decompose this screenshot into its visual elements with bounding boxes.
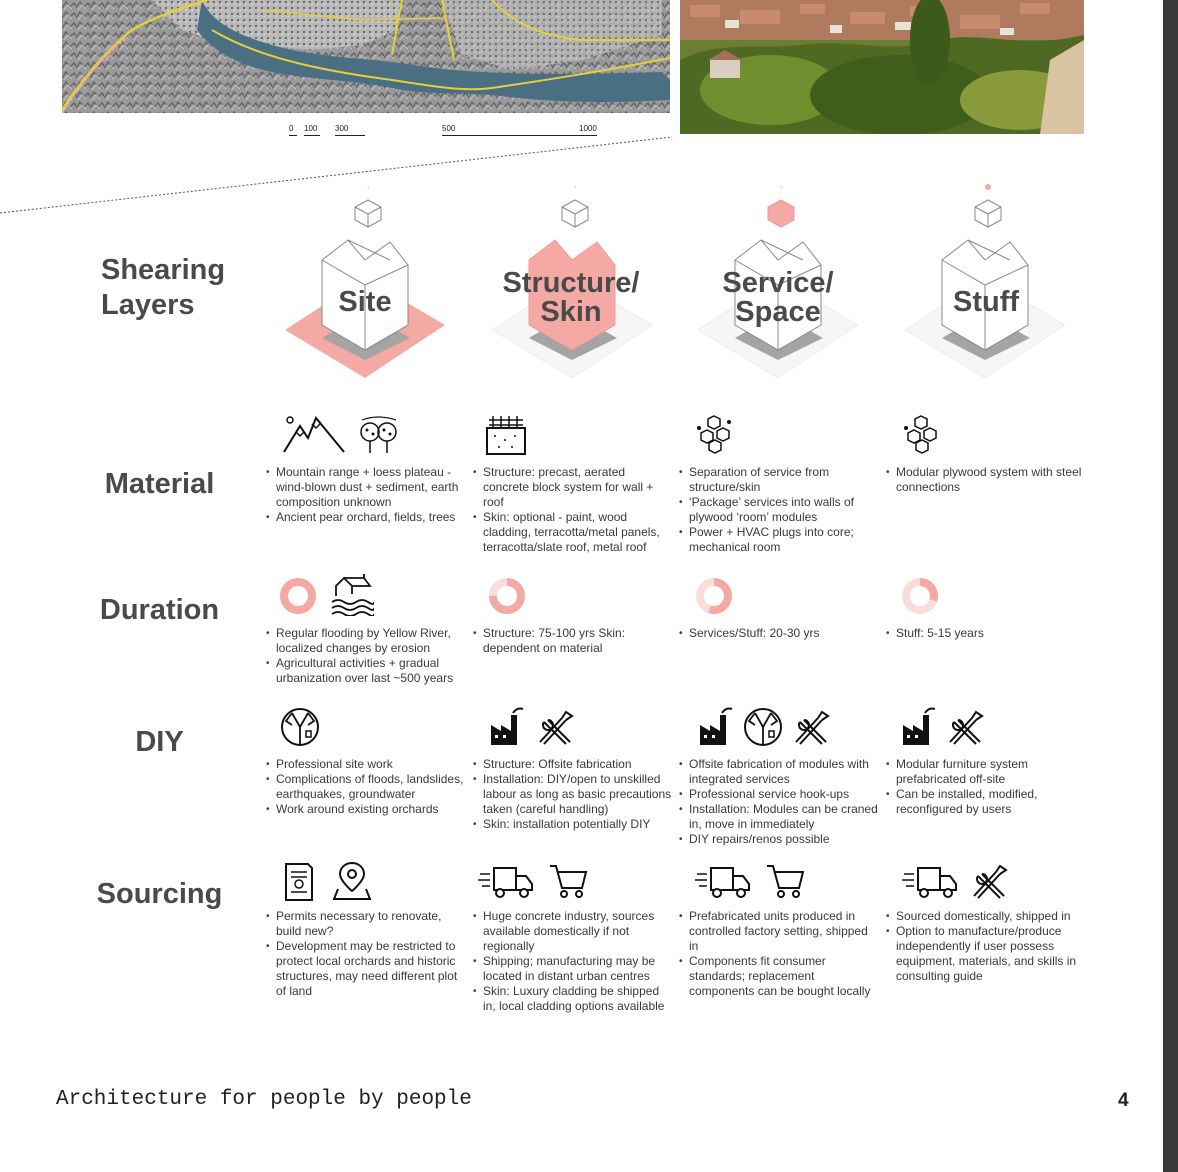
sourcing-list-site xyxy=(266,909,466,999)
professional-worker-icon xyxy=(280,707,320,747)
scale-label: 100 xyxy=(304,124,318,133)
layer-title-site xyxy=(275,288,455,317)
duration-list-stuff xyxy=(886,626,1086,641)
modules-hexagon-icon xyxy=(900,412,942,454)
bullet-item: • Sourced domestically, shipped in xyxy=(886,909,1086,924)
bullet-item: • Skin: Luxury cladding be shipped in, local cladding options available xyxy=(473,984,673,1014)
duration-ring-icon xyxy=(901,577,939,615)
layer-title-line: Space xyxy=(735,296,821,328)
row-heading-text: Shearing Layers xyxy=(101,254,226,321)
bullet-item: • Components fit consumer standards; replacement components can be bought locally xyxy=(679,954,879,999)
bullet-item: • Offsite fabrication of modules with integrated services xyxy=(679,757,879,787)
tools-icon xyxy=(536,708,574,746)
bullet-item: • Professional site work xyxy=(266,757,466,772)
bullet-item: • Power + HVAC plugs into core; mechanical room xyxy=(679,525,879,555)
bullet-item: • Prefabricated units produced in controlled factory setting, shipped in xyxy=(679,909,879,954)
material-list-service-space xyxy=(679,465,879,555)
bullet-item: • Can be installed, modified, reconfigured by users xyxy=(886,787,1086,817)
bullet-item: • Regular flooding by Yellow River, localized changes by erosion xyxy=(266,626,466,656)
bullet-item: • Structure: precast, aerated concrete block system for wall + roof xyxy=(473,465,673,510)
professional-worker-icon xyxy=(743,707,783,747)
bullet-item: • Modular furniture system prefabricated off-site xyxy=(886,757,1086,787)
permit-document-icon xyxy=(282,862,316,902)
bullet-item: • Separation of service from structure/skin xyxy=(679,465,879,495)
modules-hexagon-icon xyxy=(693,412,735,454)
bullet-item: • Development may be restricted to protect local orchards and historic structures, may need different plot of land xyxy=(266,939,466,999)
diy-list-site xyxy=(266,757,466,817)
bullet-item: • Skin: installation potentially DIY xyxy=(473,817,673,832)
bullet-item: • Installation: Modules can be craned in, move in immediately xyxy=(679,802,879,832)
material-list-site xyxy=(266,465,466,525)
scale-label: 500 xyxy=(442,124,456,133)
row-heading-sourcing: Sourcing xyxy=(96,878,223,910)
row-heading-duration: Duration xyxy=(99,594,220,626)
bullet-item: • Stuff: 5-15 years xyxy=(886,626,1086,641)
layer-title-line: Site xyxy=(338,286,392,318)
delivery-truck-icon xyxy=(478,864,534,900)
bullet-item: • Complications of floods, landslides, earthquakes, groundwater xyxy=(266,772,466,802)
aerial-map xyxy=(62,0,670,113)
sourcing-list-structure-skin xyxy=(473,909,673,1014)
bullet-item: • Permits necessary to renovate, build new? xyxy=(266,909,466,939)
bullet-item: • Agricultural activities + gradual urbanization over last ~500 years xyxy=(266,656,466,686)
concrete-block-icon xyxy=(485,414,527,456)
duration-ring-icon xyxy=(488,577,526,615)
site-layer-diagram xyxy=(280,180,450,385)
tools-icon xyxy=(946,708,984,746)
bullet-item: • Work around existing orchards xyxy=(266,802,466,817)
bullet-item: • Mountain range + loess plateau - wind-blown dust + sediment, earth composition unknown xyxy=(266,465,466,510)
landscape-photo xyxy=(680,0,1084,134)
material-list-structure-skin xyxy=(473,465,673,555)
duration-ring-icon xyxy=(695,577,733,615)
bullet-item: • Structure: 75-100 yrs Skin: dependent on material xyxy=(473,626,673,656)
duration-ring-fill xyxy=(284,582,312,610)
factory-icon xyxy=(698,707,734,747)
layer-title-stuff xyxy=(896,288,1076,317)
page-number: 4 xyxy=(1118,1090,1129,1111)
bullet-item: • Huge concrete industry, sources available domestically if not regionally xyxy=(473,909,673,954)
page-edge xyxy=(1163,0,1178,1172)
shopping-cart-icon xyxy=(765,862,805,900)
duration-ring-icon xyxy=(279,577,317,615)
scale-label: 0 xyxy=(289,124,294,133)
layer-title-line: Structure/ xyxy=(502,267,640,299)
scale-label: 1000 xyxy=(579,124,597,133)
bullet-item: • Skin: optional - paint, wood cladding, terracotta/metal panels, terracotta/slate roof, metal roof xyxy=(473,510,673,555)
bullet-item: • Modular plywood system with steel connections xyxy=(886,465,1086,495)
footer-title: Architecture for people by people xyxy=(56,1088,472,1111)
row-heading-diy: DIY xyxy=(135,726,184,758)
stuff-layer-diagram xyxy=(900,180,1070,385)
scale-label: 300 xyxy=(335,124,349,133)
svg-text:↑: ↑ xyxy=(779,185,783,191)
tools-icon xyxy=(792,708,830,746)
layer-title-line: Skin xyxy=(540,296,602,328)
layer-title-line: Service/ xyxy=(722,267,834,299)
bullet-item: • Installation: DIY/open to unskilled labour as long as basic precautions taken (careful handling) xyxy=(473,772,673,817)
material-list-stuff xyxy=(886,465,1086,495)
tools-icon xyxy=(970,862,1008,900)
sourcing-list-service-space xyxy=(679,909,879,999)
svg-text:↑: ↑ xyxy=(573,185,577,191)
layer-title-line: Stuff xyxy=(952,286,1020,318)
bullet-item: • DIY repairs/renos possible xyxy=(679,832,879,847)
row-heading-shearing-layers xyxy=(101,253,296,323)
duration-list-site xyxy=(266,626,466,686)
layer-title-service-space xyxy=(688,269,868,327)
layer-title-structure-skin xyxy=(481,269,661,327)
mountain-icon xyxy=(282,414,346,454)
duration-list-structure-skin xyxy=(473,626,673,656)
factory-icon xyxy=(489,707,525,747)
sourcing-list-stuff xyxy=(886,909,1086,984)
shopping-cart-icon xyxy=(548,862,588,900)
factory-icon xyxy=(901,707,937,747)
diy-list-stuff xyxy=(886,757,1086,817)
bullet-item: • Structure: Offsite fabrication xyxy=(473,757,673,772)
bullet-item: • Ancient pear orchard, fields, trees xyxy=(266,510,466,525)
svg-text:↑: ↑ xyxy=(366,185,370,191)
bullet-item: • Services/Stuff: 20-30 yrs xyxy=(679,626,879,641)
flooded-house-icon xyxy=(330,574,374,616)
diy-list-structure-skin xyxy=(473,757,673,832)
orchard-trees-icon xyxy=(358,414,400,454)
bullet-item: • Shipping; manufacturing may be located in distant urban centres xyxy=(473,954,673,984)
diy-list-service-space xyxy=(679,757,879,847)
delivery-truck-icon xyxy=(695,864,751,900)
row-heading-material: Material xyxy=(104,468,215,500)
duration-list-service-space xyxy=(679,626,879,641)
bullet-item: • Professional service hook-ups xyxy=(679,787,879,802)
location-pin-icon xyxy=(332,861,372,901)
delivery-truck-icon xyxy=(902,864,958,900)
bullet-item: • Option to manufacture/produce independently if user possess equipment, materials, and skills in consulting guide xyxy=(886,924,1086,984)
bullet-item: • ‘Package’ services into walls of plywood ‘room’ modules xyxy=(679,495,879,525)
